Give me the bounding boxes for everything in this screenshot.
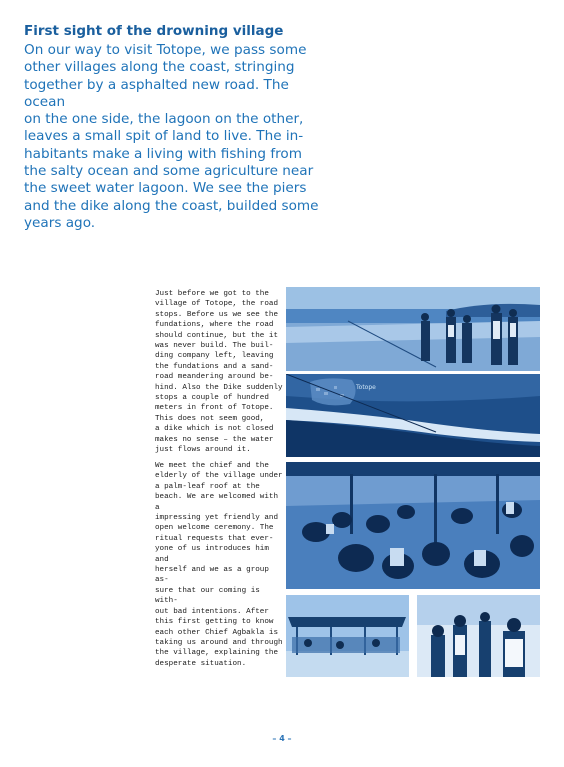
page-number: – 4 – — [272, 734, 292, 743]
section-heading: First sight of the drowning village — [24, 23, 284, 39]
intro-paragraph: On our way to visit Totope, we pass some other villages along the coast, stringing together by a asphalted new road. The ocean on the one side, the lagoon on the other, leaves a small spit of land to live. The in- habitants make a living with fishing from the salty ocean and some agriculture near the sweet water lagoon. We see the piers and the dike along the coast, builded some years ago. — [24, 42, 319, 231]
photo-chief-talking — [417, 595, 540, 677]
aerial-map-label: Totope — [356, 384, 376, 391]
photo-beach-group — [286, 287, 540, 371]
photo-palm-leaf-shelter — [286, 595, 409, 677]
body-paragraph-chief: We meet the chief and the elderly of the village under a palm-leaf roof at the beach. We are welcomed with a impressing yet friendly and open welcome ceremony. The ritual requests that ever- yone of us introduces him and herself and we as a group as- sure that our coming is with- out bad intentions. After this first getting to know each other Chief Agbakla is taking us around and through the village, explaining the desperate situation. — [155, 462, 283, 668]
photo-aerial-totope — [286, 374, 540, 457]
body-paragraph-road: Just before we got to the village of Totope, the road stops. Before us we see the fundations, where the road should continue, but the it was never build. The buil- ding company left, leaving the fundations and a sand- road meandering around be- hind. Also the Dike suddenly stops a couple of hundred meters in front of Totope. This does not seem good, a dike which is not closed makes no sense – the water just flows around it. — [155, 290, 283, 455]
photo-welcome-ceremony — [286, 462, 540, 589]
